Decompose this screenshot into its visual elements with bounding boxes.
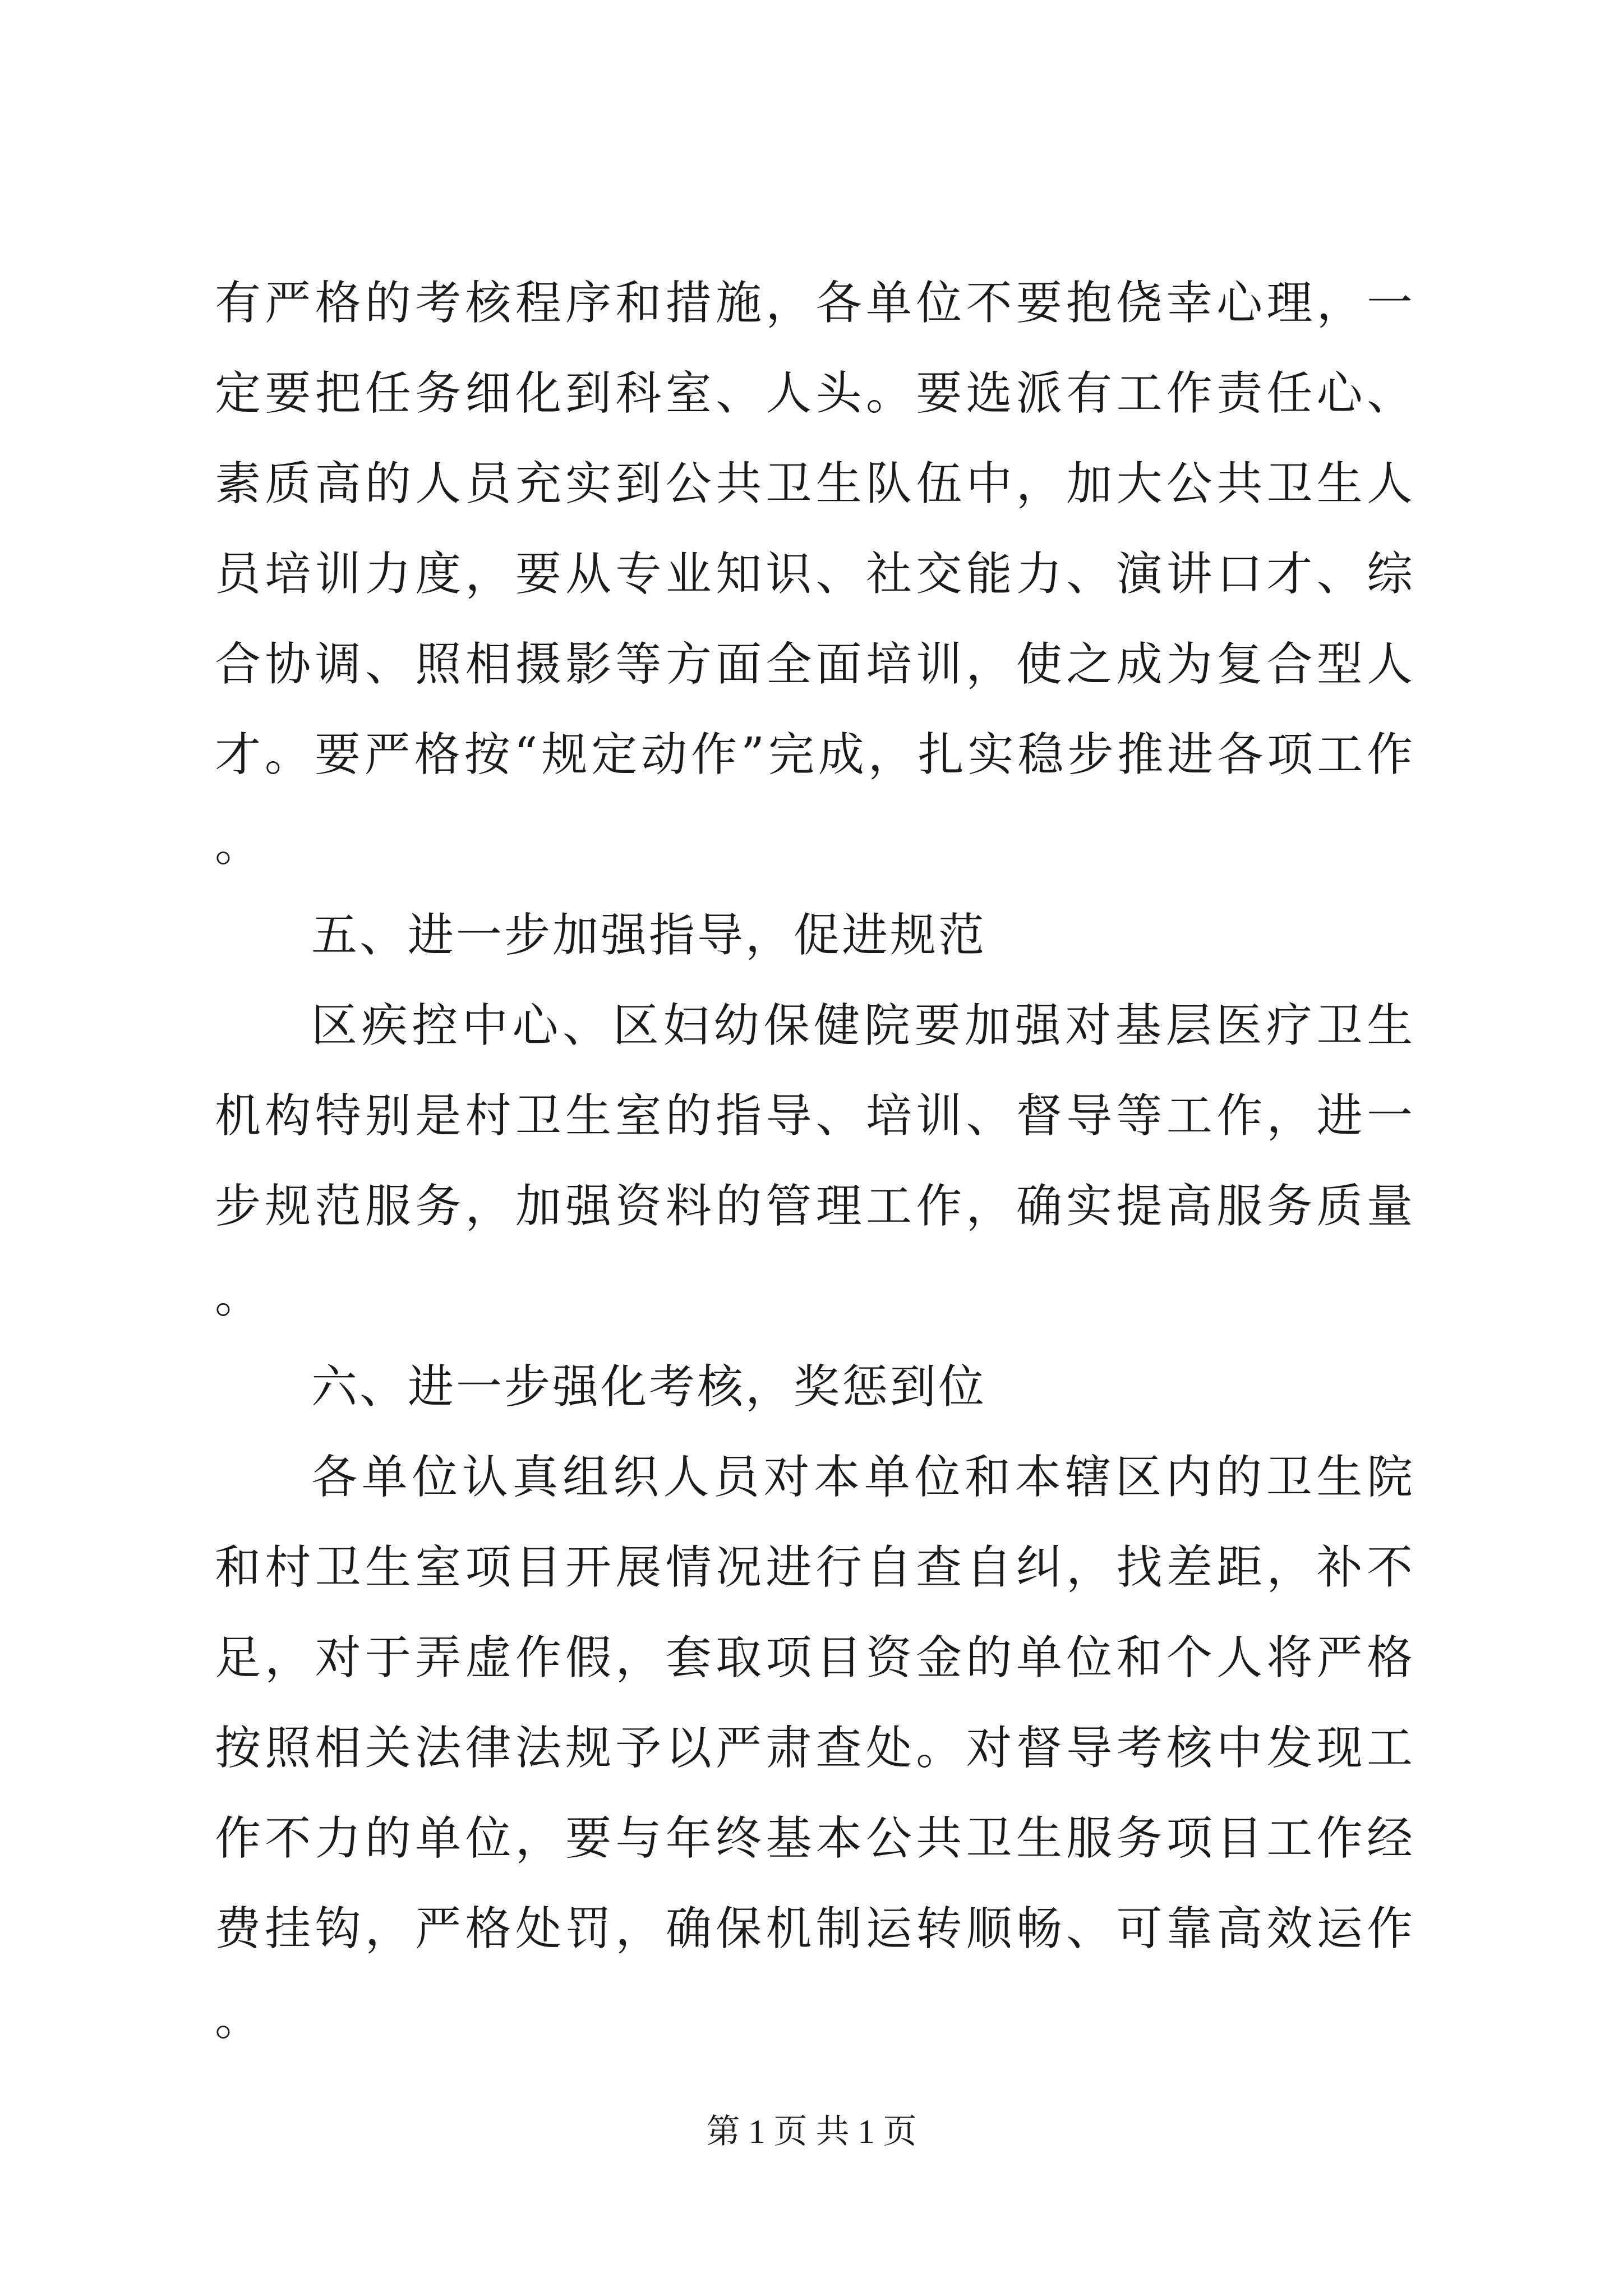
- page-number-label: 第 1 页 共 1 页: [706, 2113, 917, 2150]
- paragraph-continuation: 有严格的考核程序和措施，各单位不要抱侥幸心理，一定要把任务细化到科室、人头。要选派有工作责任心、素质高的人员充实到公共卫生队伍中，加大公共卫生人员培训力度，要从专业知识、社交能力、演讲口才、综合协调、照相摄影等方面全面培训，使之成为复合型人才。要严格按“规定动作”完成，扎实稳步推进各项工作。: [215, 277, 1415, 872]
- paragraph-assessment: 各单位认真组织人员对本单位和本辖区内的卫生院和村卫生室项目开展情况进行自查自纠，找差距，补不足，对于弄虚作假，套取项目资金的单位和个人将严格按照相关法律法规予以严肃查处。对督导考核中发现工作不力的单位，要与年终基本公共卫生服务项目工作经费挂钩，严格处罚，确保机制运转顺畅、可靠高效运作。: [215, 1451, 1415, 2046]
- paragraph-guidance: 区疾控中心、区妇幼保健院要加强对基层医疗卫生机构特别是村卫生室的指导、培训、督导等工作，进一步规范服务，加强资料的管理工作，确实提高服务质量。: [215, 999, 1415, 1323]
- section-heading-5: 五、进一步加强指导，促进规范: [311, 909, 987, 962]
- document-body: [215, 258, 1415, 2064]
- section-heading-6: 六、进一步强化考核，奖惩到位: [311, 1360, 987, 1414]
- page-footer: [0, 2109, 1623, 2154]
